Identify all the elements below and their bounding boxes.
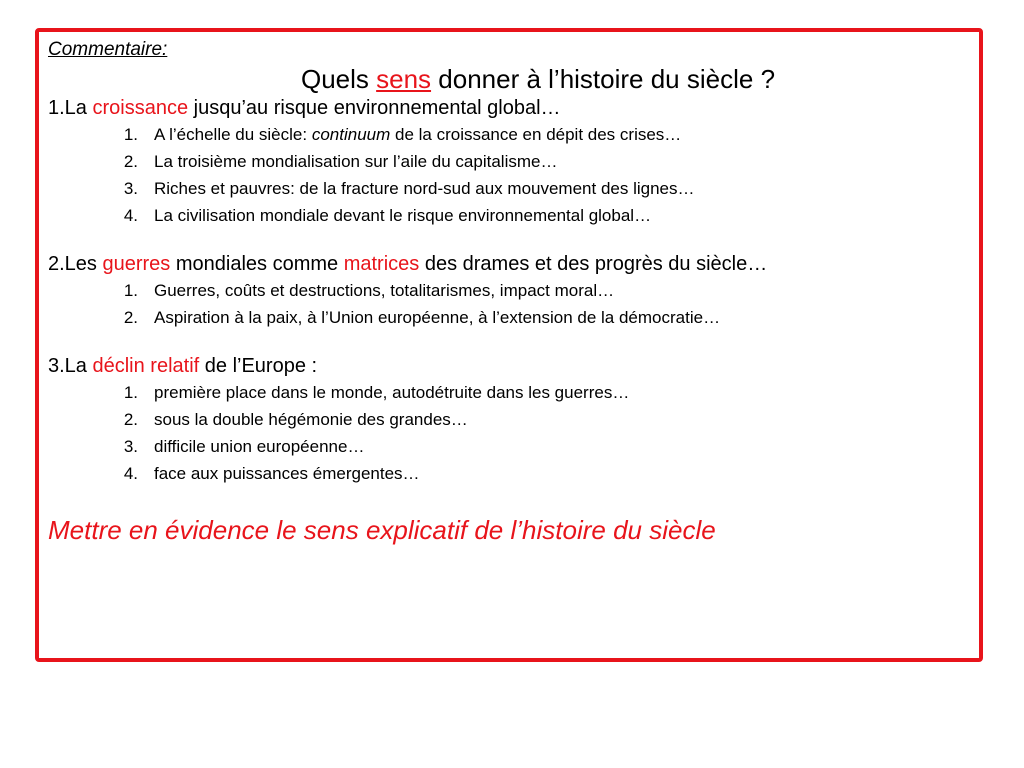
title-post: donner à l’histoire du siècle ? [431, 64, 776, 94]
section-1-item-1: 1. A l’échelle du siècle: continuum de la croissance en dépit des crises… [123, 125, 682, 144]
title-pre: Quels [300, 64, 377, 94]
section-2-heading: 2.Les guerres mondiales comme matrices des drames et des progrès du siècle… [48, 253, 768, 275]
section-1-heading: 1.La croissance jusqu’au risque environnemental global… [48, 97, 561, 119]
commentaire-heading: Commentaire: [48, 39, 168, 60]
section-2-highlight-matrices: matrices [343, 253, 420, 275]
title-highlight: sens [376, 64, 432, 94]
section-2-item-1: 1. Guerres, coûts et destructions, totalitarismes, impact moral… [123, 281, 615, 300]
section-3-item-2: 2. sous la double hégémonie des grandes… [123, 410, 468, 429]
section-3-item-1: 1. première place dans le monde, autodétruite dans les guerres… [123, 383, 630, 402]
section-3-item-4: 4. face aux puissances émergentes… [123, 464, 420, 483]
section-3-heading: 3.La déclin relatif de l’Europe : [48, 355, 318, 377]
slide-title [48, 64, 978, 96]
section-1-item-3: 3. Riches et pauvres: de la fracture nord-sud aux mouvement des lignes… [123, 179, 695, 198]
section-3-item-3: 3. difficile union européenne… [123, 437, 365, 456]
section-1-item-2: 2. La troisième mondialisation sur l’aile du capitalisme… [123, 152, 558, 171]
section-1-highlight: croissance [92, 97, 189, 119]
continuum-emphasis: continuum [311, 125, 391, 144]
section-1-item-4: 4. La civilisation mondiale devant le risque environnemental global… [123, 206, 652, 225]
section-2-highlight-guerres: guerres [102, 253, 171, 275]
slide-content [48, 38, 978, 546]
section-2-item-2: 2. Aspiration à la paix, à l’Union européenne, à l’extension de la démocratie… [123, 308, 721, 327]
conclusion-statement: Mettre en évidence le sens explicatif de l’histoire du siècle [48, 515, 716, 545]
section-3-highlight: déclin relatif [92, 355, 200, 377]
